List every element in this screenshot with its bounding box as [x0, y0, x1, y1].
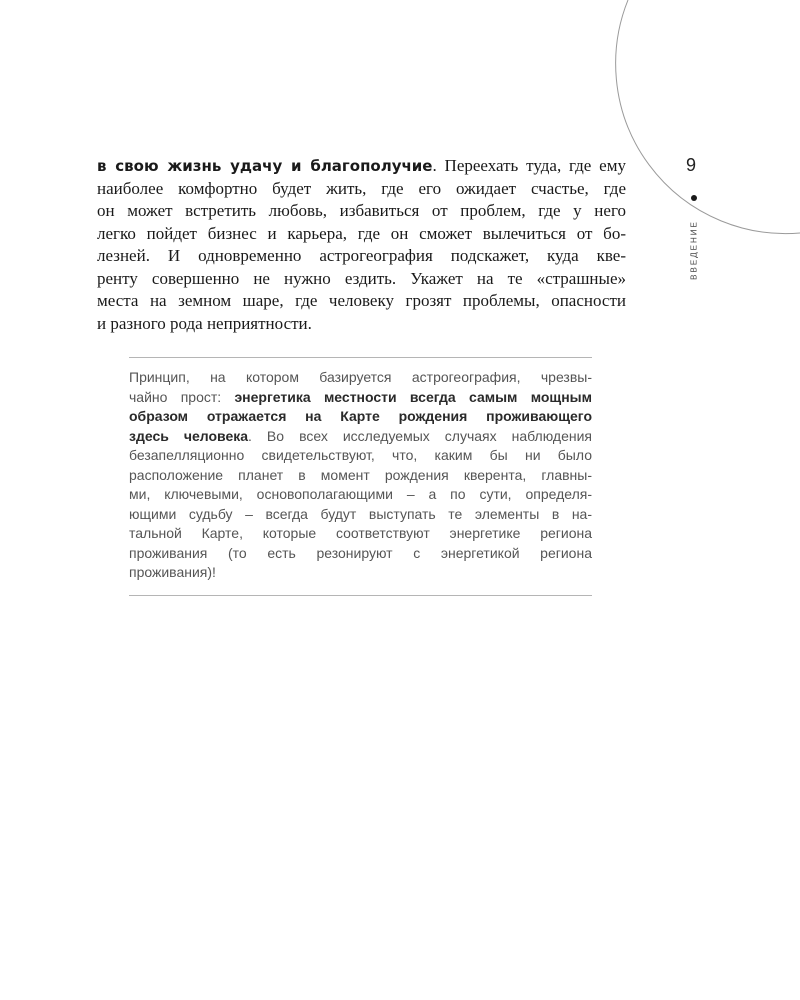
- arc-dot: [691, 195, 697, 201]
- callout-line: расположение планет в момент рождения кверента, главны-: [129, 466, 592, 483]
- body-line: наиболее комфортно будет жить, где его ожидает счастье, где: [97, 178, 626, 198]
- callout-line: безапелляционно свидетельствуют, что, каким бы ни было: [129, 447, 592, 463]
- callout-line: тальной Карте, которые соответствуют энергетике региона: [129, 525, 592, 541]
- body-paragraph: [97, 155, 626, 335]
- arc-line: [616, 0, 800, 234]
- body-line: в свою жизнь удачу и благополучие. Переехать туда, где ему: [97, 156, 626, 175]
- callout-box: [129, 357, 592, 596]
- callout-line: Принцип, на котором базируется астрогеография, чрезвы-: [129, 369, 592, 385]
- callout-line: ми, ключевыми, основополагающими – а по сути, определя-: [129, 486, 592, 502]
- body-line: он может встретить любовь, избавиться от проблем, где у него: [97, 201, 626, 220]
- callout-line: чайно прост: энергетика местности всегда самым мощным: [129, 388, 592, 405]
- body-line: ренту совершенно не нужно ездить. Укажет на те «страшные»: [97, 268, 626, 288]
- callout-line: проживания)!: [129, 564, 216, 580]
- body-line: лезней. И одновременно астрогеография подскажет, куда кве-: [97, 246, 626, 265]
- callout-line: образом отражается на Карте рождения проживающего: [129, 408, 592, 424]
- body-line: места на земном шаре, где человеку грозят проблемы, опасности: [97, 291, 626, 310]
- callout-line: ющими судьбу – всегда будут выступать те элементы в на-: [129, 505, 592, 522]
- body-line: легко пойдет бизнес и карьера, где он сможет вылечиться от бо-: [97, 223, 626, 243]
- callout-line: проживания (то есть резонируют с энергетикой региона: [129, 544, 592, 561]
- callout-line: здесь человека. Во всех исследуемых случаях наблюдения: [129, 427, 592, 444]
- running-head: ВВЕДЕНИЕ: [689, 220, 699, 280]
- page-number: 9: [686, 155, 697, 175]
- body-line: и разного рода неприятности.: [97, 313, 312, 333]
